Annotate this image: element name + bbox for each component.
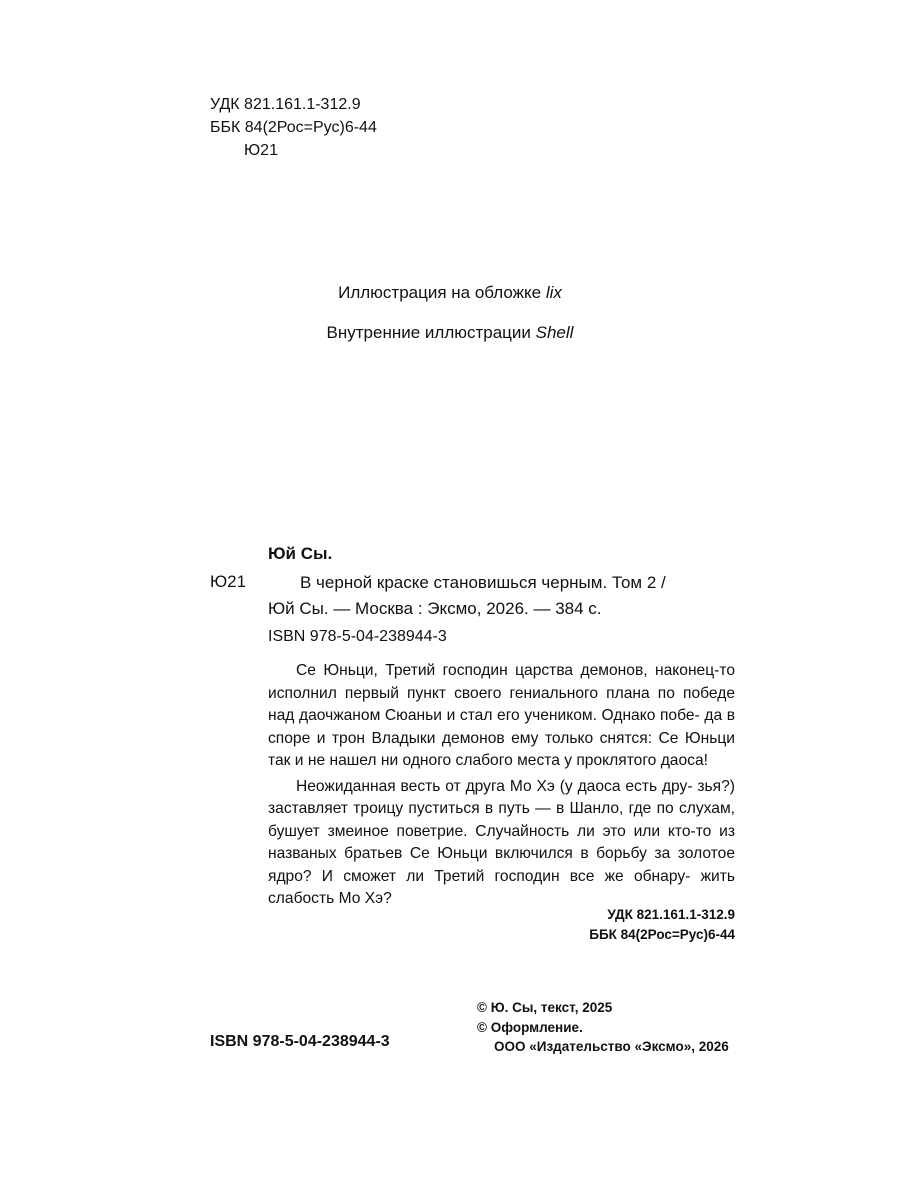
catalog-title-block — [268, 570, 738, 622]
catalog-imprint-line: Юй Сы. — Москва : Эксмо, 2026. — 384 с. — [268, 599, 602, 618]
cover-illustration-credit — [0, 283, 900, 303]
annotation-line: даоса! — [660, 752, 708, 769]
annotation-line: золотое ядро? И сможет ли Третий господин все же обнару- — [268, 845, 735, 885]
annotation-line: Се Юньци, Третий господин царства демонов, наконец-то — [296, 662, 735, 679]
copyright-block — [477, 998, 729, 1057]
catalog-author-mark: Ю21 — [210, 572, 247, 591]
udk-code: УДК 821.161.1-312.9 — [210, 96, 361, 113]
isbn-bottom: ISBN 978-5-04-238944-3 — [210, 1033, 390, 1050]
catalog-title-line: В черной краске становишься черным. Том 2 / — [300, 573, 666, 592]
annotation-paragraph-2 — [268, 776, 735, 911]
annotation-line: Неожиданная весть от друга Мо Хэ (у даоса есть дру- — [296, 777, 693, 795]
author-mark: Ю21 — [244, 142, 278, 159]
right-classification-codes — [589, 905, 735, 945]
annotation-line: исполнил первый пункт своего гениального плана по победе — [268, 684, 735, 702]
catalog-author: Юй Сы. — [268, 544, 333, 563]
catalog-isbn: ISBN 978-5-04-238944-3 — [268, 628, 447, 645]
bbk-code: ББК 84(2Рос=Рус)6-44 — [210, 119, 377, 136]
udk-code-right: УДК 821.161.1-312.9 — [607, 907, 735, 922]
annotation-line: зья?) заставляет троицу пуститься в путь — в Шанло, где по — [268, 777, 735, 817]
inner-artist: Shell — [535, 323, 574, 342]
publisher-line: ООО «Издательство «Эксмо», 2026 — [494, 1039, 729, 1054]
cover-illustration-label: Иллюстрация на обложке — [338, 283, 546, 302]
cover-artist: lix — [545, 283, 562, 302]
annotation-line: жить слабость Мо Хэ? — [268, 867, 735, 907]
annotation-line: Юньци так и не нашел ни одного слабого места у проклятого — [268, 729, 735, 769]
top-classification-codes — [210, 93, 377, 162]
annotation — [268, 660, 735, 911]
bbk-code-right: ББК 84(2Рос=Рус)6-44 — [589, 927, 735, 942]
annotation-line: кто-то из названых братьев Се Юньци включился в борьбу за — [268, 822, 735, 862]
copyright-design: © Оформление. — [477, 1019, 583, 1035]
inner-illustration-label: Внутренние иллюстрации — [326, 323, 536, 342]
copyright-text: © Ю. Сы, текст, 2025 — [477, 1000, 613, 1015]
annotation-line: да в споре и трон Владыки демонов ему только снятся: Се — [268, 707, 735, 747]
annotation-line: слухам, бушует змеиное поветрие. Случайность ли это или — [268, 800, 735, 840]
annotation-paragraph-1 — [268, 660, 735, 773]
annotation-line: над даочжаном Сюаньи и стал его учеником. Однако побе- — [268, 707, 700, 724]
inner-illustration-credit — [0, 323, 900, 343]
